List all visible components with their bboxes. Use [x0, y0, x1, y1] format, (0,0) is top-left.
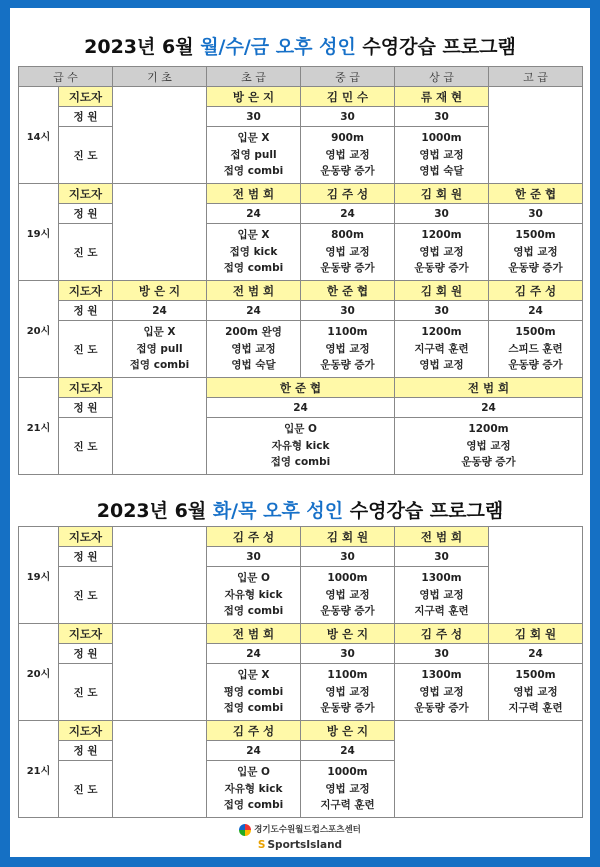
- progress-line: 평영 combi: [223, 685, 284, 698]
- progress-line: 입문 X: [237, 132, 270, 145]
- empty-cell: [113, 184, 207, 281]
- schedule-page: [10, 8, 590, 857]
- row-capacity: [19, 398, 583, 418]
- empty-cell: [113, 527, 207, 624]
- row-capacity: [19, 644, 583, 664]
- capacity-cell: 24: [207, 741, 301, 761]
- title-days: 월/수/금: [200, 36, 270, 58]
- progress-line: 운동량 증가: [414, 262, 469, 275]
- header-basic: 기 초: [113, 67, 207, 87]
- title-year-month: 2023년 6월: [84, 36, 194, 58]
- row-progress: [19, 664, 583, 721]
- progress-line: 입문 X: [237, 229, 270, 242]
- teacher-label: 지도자: [59, 721, 113, 741]
- progress-line: 1300m: [421, 669, 462, 682]
- teacher-cell: 전 범 희: [207, 624, 301, 644]
- progress-line: 900m: [331, 132, 364, 145]
- empty-cell: [113, 87, 207, 184]
- capacity-cell: 30: [489, 204, 583, 224]
- footer-brand: [10, 839, 590, 851]
- capacity-cell: 30: [395, 204, 489, 224]
- progress-line: 지구력 훈련: [508, 702, 563, 715]
- progress-line: 접영 combi: [270, 456, 331, 469]
- capacity-cell: 24: [207, 301, 301, 321]
- title-year-month: 2023년 6월: [96, 500, 207, 522]
- teacher-label: 지도자: [59, 281, 113, 301]
- progress-cell: [395, 224, 489, 281]
- progress-cell: [395, 127, 489, 184]
- progress-cell: [207, 321, 301, 378]
- teacher-label: 지도자: [59, 378, 113, 398]
- footer-org: [10, 823, 590, 836]
- org-name: 경기도수원월드컵스포츠센터: [254, 825, 361, 835]
- capacity-label: 정 원: [59, 107, 113, 127]
- schedule-table-tt: [18, 526, 583, 818]
- progress-cell: [207, 567, 301, 624]
- progress-cell: [395, 418, 583, 475]
- progress-line: 영법 숙달: [419, 165, 464, 178]
- progress-line: 지구력 훈련: [414, 605, 469, 618]
- progress-line: 영법 교정: [325, 588, 370, 601]
- progress-line: 자유형 kick: [224, 588, 283, 601]
- progress-cell: [301, 567, 395, 624]
- capacity-cell: 30: [395, 547, 489, 567]
- row-teacher: [19, 527, 583, 547]
- teacher-cell: 김 회 원: [395, 281, 489, 301]
- progress-line: 1000m: [327, 766, 368, 779]
- sportsisland-logo-icon: S: [257, 838, 266, 851]
- progress-line: 영법 교정: [513, 685, 558, 698]
- progress-line: 영법 교정: [419, 359, 464, 372]
- progress-cell: [489, 224, 583, 281]
- progress-line: 입문 O: [284, 423, 317, 436]
- progress-line: 접영 combi: [223, 605, 284, 618]
- row-teacher: [19, 184, 583, 204]
- capacity-cell: 30: [301, 547, 395, 567]
- capacity-cell: 24: [395, 398, 583, 418]
- hour-label: 14시: [19, 87, 59, 184]
- progress-line: 접영 pull: [230, 148, 277, 161]
- progress-line: 1200m: [468, 423, 509, 436]
- title-session: 오후 성인: [263, 500, 344, 522]
- empty-cell: [113, 721, 207, 818]
- progress-line: 입문 X: [143, 326, 176, 339]
- teacher-cell: 김 주 성: [489, 281, 583, 301]
- teacher-cell: 전 범 희: [395, 378, 583, 398]
- progress-cell: [207, 664, 301, 721]
- capacity-cell: 30: [207, 107, 301, 127]
- progress-cell: [489, 664, 583, 721]
- capacity-cell: 24: [489, 644, 583, 664]
- progress-line: 지구력 훈련: [414, 342, 469, 355]
- progress-line: 1500m: [515, 229, 556, 242]
- progress-line: 접영 pull: [136, 342, 183, 355]
- schedule-table-mwf: [18, 66, 583, 475]
- progress-cell: [301, 664, 395, 721]
- teacher-cell: 한 준 협: [489, 184, 583, 204]
- progress-cell: [207, 127, 301, 184]
- row-capacity: [19, 204, 583, 224]
- progress-label: 진 도: [59, 567, 113, 624]
- progress-line: 운동량 증가: [508, 359, 563, 372]
- progress-line: 영법 교정: [325, 342, 370, 355]
- empty-cell: [489, 87, 583, 184]
- footer: [10, 823, 590, 851]
- progress-cell: [301, 321, 395, 378]
- progress-line: 운동량 증가: [320, 605, 375, 618]
- hour-label: 19시: [19, 527, 59, 624]
- progress-line: 운동량 증가: [320, 702, 375, 715]
- progress-line: 영법 교정: [231, 342, 276, 355]
- header-level: 급 수: [19, 67, 113, 87]
- title-tail: 수영강습 프로그램: [362, 36, 516, 58]
- progress-line: 1100m: [327, 669, 368, 682]
- teacher-cell: 전 범 희: [207, 184, 301, 204]
- capacity-cell: 30: [395, 107, 489, 127]
- teacher-label: 지도자: [59, 527, 113, 547]
- progress-line: 영법 교정: [466, 439, 511, 452]
- capacity-cell: 30: [301, 107, 395, 127]
- progress-line: 접영 combi: [129, 359, 190, 372]
- capacity-cell: 30: [207, 547, 301, 567]
- progress-line: 자유형 kick: [271, 439, 330, 452]
- progress-line: 1000m: [421, 132, 462, 145]
- progress-line: 1500m: [515, 326, 556, 339]
- brand-name: SportsIsland: [267, 838, 343, 851]
- teacher-cell: 한 준 협: [207, 378, 395, 398]
- header-expert: 고 급: [489, 67, 583, 87]
- capacity-label: 정 원: [59, 398, 113, 418]
- progress-line: 영법 교정: [325, 782, 370, 795]
- progress-line: 운동량 증가: [320, 359, 375, 372]
- progress-cell: [207, 224, 301, 281]
- capacity-cell: 30: [395, 644, 489, 664]
- capacity-cell: 24: [207, 204, 301, 224]
- title-tue-thu: [10, 496, 590, 523]
- teacher-cell: 김 주 성: [395, 624, 489, 644]
- progress-label: 진 도: [59, 664, 113, 721]
- progress-line: 자유형 kick: [224, 782, 283, 795]
- teacher-cell: 한 준 협: [301, 281, 395, 301]
- progress-line: 운동량 증가: [414, 702, 469, 715]
- teacher-label: 지도자: [59, 184, 113, 204]
- teacher-cell: 김 회 원: [301, 527, 395, 547]
- row-progress: [19, 418, 583, 475]
- empty-cell: [489, 527, 583, 624]
- empty-cell: [395, 721, 583, 818]
- header-beginner: 초 급: [207, 67, 301, 87]
- empty-cell: [113, 378, 207, 475]
- progress-line: 지구력 훈련: [320, 799, 375, 812]
- capacity-cell: 24: [113, 301, 207, 321]
- progress-line: 영법 교정: [419, 685, 464, 698]
- progress-label: 진 도: [59, 418, 113, 475]
- progress-line: 1500m: [515, 669, 556, 682]
- progress-line: 1200m: [421, 326, 462, 339]
- title-days: 화/목: [212, 500, 257, 522]
- progress-cell: [113, 321, 207, 378]
- progress-label: 진 도: [59, 224, 113, 281]
- title-tail: 수영강습 프로그램: [349, 500, 504, 522]
- title-mon-wed-fri: [10, 32, 590, 59]
- progress-line: 접영 combi: [223, 262, 284, 275]
- progress-label: 진 도: [59, 321, 113, 378]
- teacher-cell: 방 은 지: [301, 624, 395, 644]
- capacity-label: 정 원: [59, 204, 113, 224]
- progress-line: 1100m: [327, 326, 368, 339]
- hour-label: 19시: [19, 184, 59, 281]
- progress-line: 1000m: [327, 572, 368, 585]
- row-teacher: [19, 378, 583, 398]
- teacher-cell: 방 은 지: [301, 721, 395, 741]
- progress-cell: [207, 418, 395, 475]
- teacher-cell: 김 회 원: [489, 624, 583, 644]
- teacher-cell: 방 은 지: [113, 281, 207, 301]
- teacher-label: 지도자: [59, 87, 113, 107]
- capacity-label: 정 원: [59, 741, 113, 761]
- hour-label: 21시: [19, 378, 59, 475]
- progress-line: 영법 교정: [419, 148, 464, 161]
- progress-cell: [395, 321, 489, 378]
- progress-line: 200m 완영: [225, 326, 282, 339]
- row-teacher: [19, 624, 583, 644]
- progress-line: 스피드 훈련: [508, 342, 563, 355]
- progress-line: 영법 교정: [325, 245, 370, 258]
- org-logo-icon: [239, 824, 251, 836]
- capacity-cell: 24: [207, 398, 395, 418]
- progress-line: 입문 O: [237, 766, 270, 779]
- hour-label: 21시: [19, 721, 59, 818]
- progress-cell: [301, 224, 395, 281]
- row-teacher: [19, 87, 583, 107]
- capacity-cell: 30: [301, 644, 395, 664]
- teacher-cell: 방 은 지: [207, 87, 301, 107]
- progress-label: 진 도: [59, 127, 113, 184]
- header-intermediate: 중 급: [301, 67, 395, 87]
- teacher-cell: 김 주 성: [207, 721, 301, 741]
- teacher-cell: 김 주 성: [301, 184, 395, 204]
- capacity-label: 정 원: [59, 644, 113, 664]
- progress-cell: [395, 567, 489, 624]
- title-session: 오후 성인: [275, 36, 356, 58]
- hour-label: 20시: [19, 281, 59, 378]
- capacity-cell: 24: [301, 204, 395, 224]
- header-row: [19, 67, 583, 87]
- progress-line: 운동량 증가: [320, 262, 375, 275]
- progress-line: 입문 X: [237, 669, 270, 682]
- progress-line: 영법 교정: [513, 245, 558, 258]
- row-teacher: [19, 721, 583, 741]
- progress-line: 영법 숙달: [231, 359, 276, 372]
- capacity-label: 정 원: [59, 547, 113, 567]
- progress-line: 영법 교정: [325, 148, 370, 161]
- teacher-cell: 전 범 희: [395, 527, 489, 547]
- teacher-cell: 김 주 성: [207, 527, 301, 547]
- progress-line: 1300m: [421, 572, 462, 585]
- progress-line: 800m: [331, 229, 364, 242]
- progress-line: 영법 교정: [419, 245, 464, 258]
- progress-line: 입문 O: [237, 572, 270, 585]
- capacity-cell: 24: [207, 644, 301, 664]
- empty-cell: [113, 624, 207, 721]
- row-teacher: [19, 281, 583, 301]
- row-progress: [19, 224, 583, 281]
- row-progress: [19, 321, 583, 378]
- teacher-cell: 전 범 희: [207, 281, 301, 301]
- capacity-cell: 24: [489, 301, 583, 321]
- row-capacity: [19, 301, 583, 321]
- progress-line: 접영 kick: [229, 245, 278, 258]
- progress-line: 접영 combi: [223, 702, 284, 715]
- capacity-label: 정 원: [59, 301, 113, 321]
- progress-line: 접영 combi: [223, 799, 284, 812]
- progress-cell: [489, 321, 583, 378]
- teacher-cell: 김 민 수: [301, 87, 395, 107]
- teacher-cell: 김 회 원: [395, 184, 489, 204]
- progress-cell: [395, 664, 489, 721]
- capacity-cell: 30: [395, 301, 489, 321]
- progress-cell: [301, 761, 395, 818]
- header-advanced: 상 급: [395, 67, 489, 87]
- progress-label: 진 도: [59, 761, 113, 818]
- progress-line: 영법 교정: [419, 588, 464, 601]
- progress-line: 1200m: [421, 229, 462, 242]
- progress-line: 접영 combi: [223, 165, 284, 178]
- teacher-cell: 류 재 현: [395, 87, 489, 107]
- progress-cell: [301, 127, 395, 184]
- capacity-cell: 24: [301, 741, 395, 761]
- hour-label: 20시: [19, 624, 59, 721]
- progress-line: 영법 교정: [325, 685, 370, 698]
- progress-line: 운동량 증가: [320, 165, 375, 178]
- progress-line: 운동량 증가: [461, 456, 516, 469]
- teacher-label: 지도자: [59, 624, 113, 644]
- progress-line: 운동량 증가: [508, 262, 563, 275]
- progress-cell: [207, 761, 301, 818]
- capacity-cell: 30: [301, 301, 395, 321]
